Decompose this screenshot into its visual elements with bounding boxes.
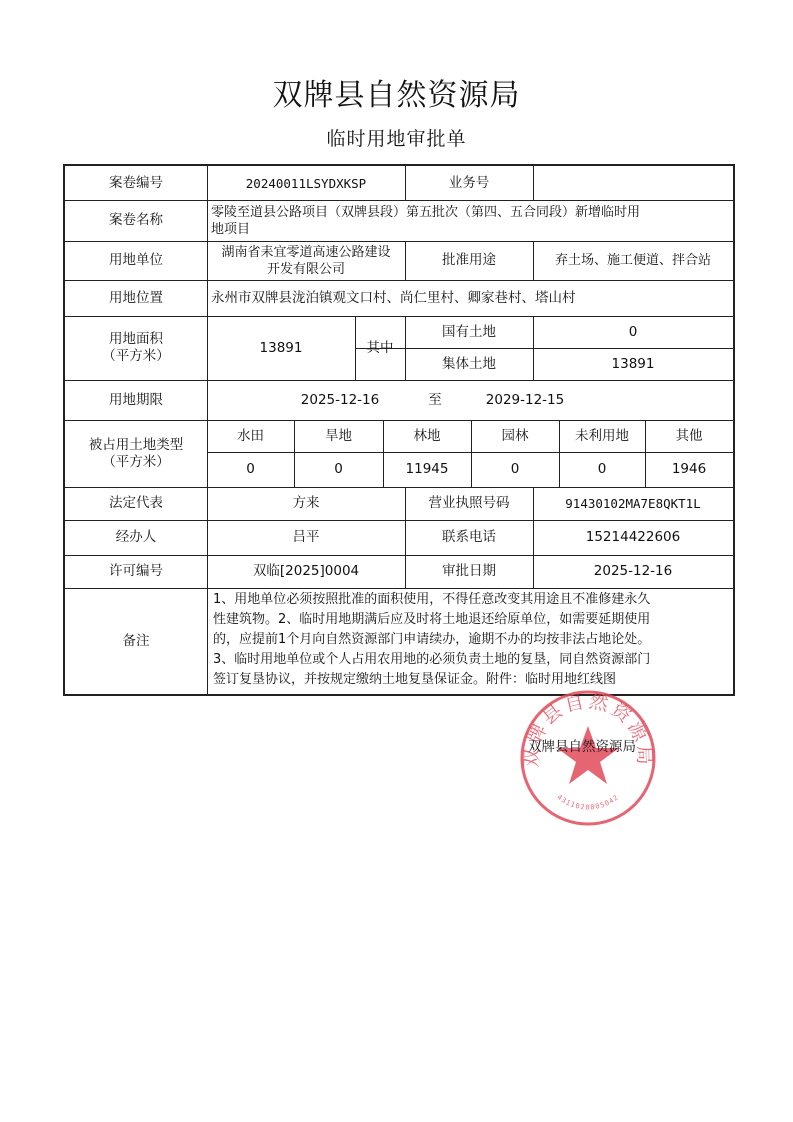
phone-label: 联系电话 bbox=[442, 529, 496, 545]
remarks-line: 1、用地单位必须按照批准的面积使用，不得任意改变其用途且不准修建永久 bbox=[213, 592, 651, 607]
area-total: 13891 bbox=[259, 339, 303, 356]
unit-value bbox=[207, 241, 405, 280]
purpose-label: 批准用途 bbox=[442, 252, 496, 268]
collective-land-value: 13891 bbox=[611, 355, 655, 372]
legal-rep-label: 法定代表 bbox=[109, 495, 163, 511]
handler-value: 吕平 bbox=[292, 529, 320, 545]
period-start: 2025-12-16 bbox=[300, 391, 380, 408]
svg-text:4311020005042 bbox=[555, 793, 620, 811]
land-type-value: 0 bbox=[597, 461, 607, 477]
area-label-line-1: 用地面积 bbox=[109, 331, 163, 347]
land-type-name: 园林 bbox=[501, 427, 529, 444]
form-title: 临时用地审批单 bbox=[326, 128, 467, 150]
purpose-value: 弃土场、施工便道、拌合站 bbox=[554, 253, 711, 268]
land-type-name: 旱地 bbox=[325, 427, 352, 444]
land-type-value: 1946 bbox=[671, 461, 707, 477]
approval-date-value: 2025-12-16 bbox=[593, 563, 673, 579]
unit-label: 用地单位 bbox=[109, 252, 163, 268]
official-seal bbox=[518, 688, 658, 828]
land-type-label-line-2: （平方米） bbox=[102, 453, 170, 470]
land-type-label-line-1: 被占用土地类型 bbox=[88, 436, 184, 453]
handler-label: 经办人 bbox=[115, 529, 157, 545]
business-no-value bbox=[533, 166, 733, 200]
land-type-name: 水田 bbox=[237, 427, 264, 444]
remarks-line: 性建筑物。2、临时用地期满后应及时将土地退还给原单位，如需要延期使用 bbox=[213, 612, 651, 627]
remarks-label: 备注 bbox=[122, 632, 150, 649]
unit-line-2: 开发有限公司 bbox=[266, 261, 345, 277]
approval-date-label: 审批日期 bbox=[442, 563, 496, 579]
state-land-value: 0 bbox=[628, 323, 638, 340]
license-value: 91430102MA7E8QKT1L bbox=[565, 496, 701, 511]
among-label: 其中 bbox=[366, 339, 394, 356]
business-no-label: 业务号 bbox=[448, 174, 490, 191]
stamp-ring-text: 双牌县自然资源局 bbox=[520, 690, 656, 768]
case-name-value bbox=[207, 200, 733, 241]
land-type-label bbox=[65, 420, 207, 487]
area-label-line-2: （平方米） bbox=[102, 348, 170, 364]
license-label: 营业执照号码 bbox=[428, 495, 510, 511]
permit-label: 许可编号 bbox=[109, 563, 163, 579]
case-no-value: 20240011LSYDXKSP bbox=[245, 175, 367, 191]
authority-title: 双牌县自然资源局 bbox=[272, 78, 521, 113]
land-type-value: 11945 bbox=[405, 461, 449, 477]
period-label: 用地期限 bbox=[109, 391, 163, 408]
case-name-line-1: 零陵至道县公路项目（双牌县段）第五批次（第四、五合同段）新增临时用 bbox=[211, 204, 641, 220]
remarks-line: 签订复垦协议，并按规定缴纳土地复垦保证金。附件：临时用地红线图 bbox=[213, 672, 617, 687]
remarks-line: 的，应提前1个月向自然资源部门申请续办，逾期不办的均按非法占地论处。 bbox=[213, 632, 651, 647]
land-type-name: 林地 bbox=[413, 427, 441, 444]
land-type-name: 其他 bbox=[675, 427, 703, 444]
land-type-value: 0 bbox=[246, 461, 255, 477]
unit-line-1: 湖南省耒宜零道高速公路建设 bbox=[221, 244, 391, 260]
case-name-line-2: 地项目 bbox=[211, 221, 251, 237]
remarks-text bbox=[207, 590, 733, 694]
signature-authority: 双牌县自然资源局 bbox=[528, 739, 636, 755]
remarks-line: 3、临时用地单位或个人占用农用地的必须负责土地的复垦，同自然资源部门 bbox=[213, 652, 651, 667]
phone-value: 15214422606 bbox=[585, 529, 681, 545]
approval-table bbox=[63, 164, 735, 696]
land-type-value: 0 bbox=[510, 461, 520, 477]
case-name-label: 案卷名称 bbox=[109, 212, 163, 228]
location-value: 永州市双牌县泷泊镇观文口村、尚仁里村、卿家巷村、塔山村 bbox=[211, 289, 576, 306]
legal-rep-value: 方来 bbox=[292, 495, 320, 511]
period-end: 2029-12-15 bbox=[485, 391, 565, 408]
land-type-name: 未利用地 bbox=[575, 427, 629, 444]
location-label: 用地位置 bbox=[109, 289, 163, 306]
period-to: 至 bbox=[428, 391, 442, 408]
collective-land-label: 集体土地 bbox=[442, 355, 496, 372]
land-type-value: 0 bbox=[334, 461, 343, 477]
stamp-code: 4311020005042 bbox=[555, 793, 621, 812]
state-land-label: 国有土地 bbox=[442, 323, 496, 340]
case-no-label: 案卷编号 bbox=[109, 174, 163, 191]
permit-value: 双临[2025]0004 bbox=[252, 563, 360, 579]
area-label bbox=[65, 316, 207, 380]
